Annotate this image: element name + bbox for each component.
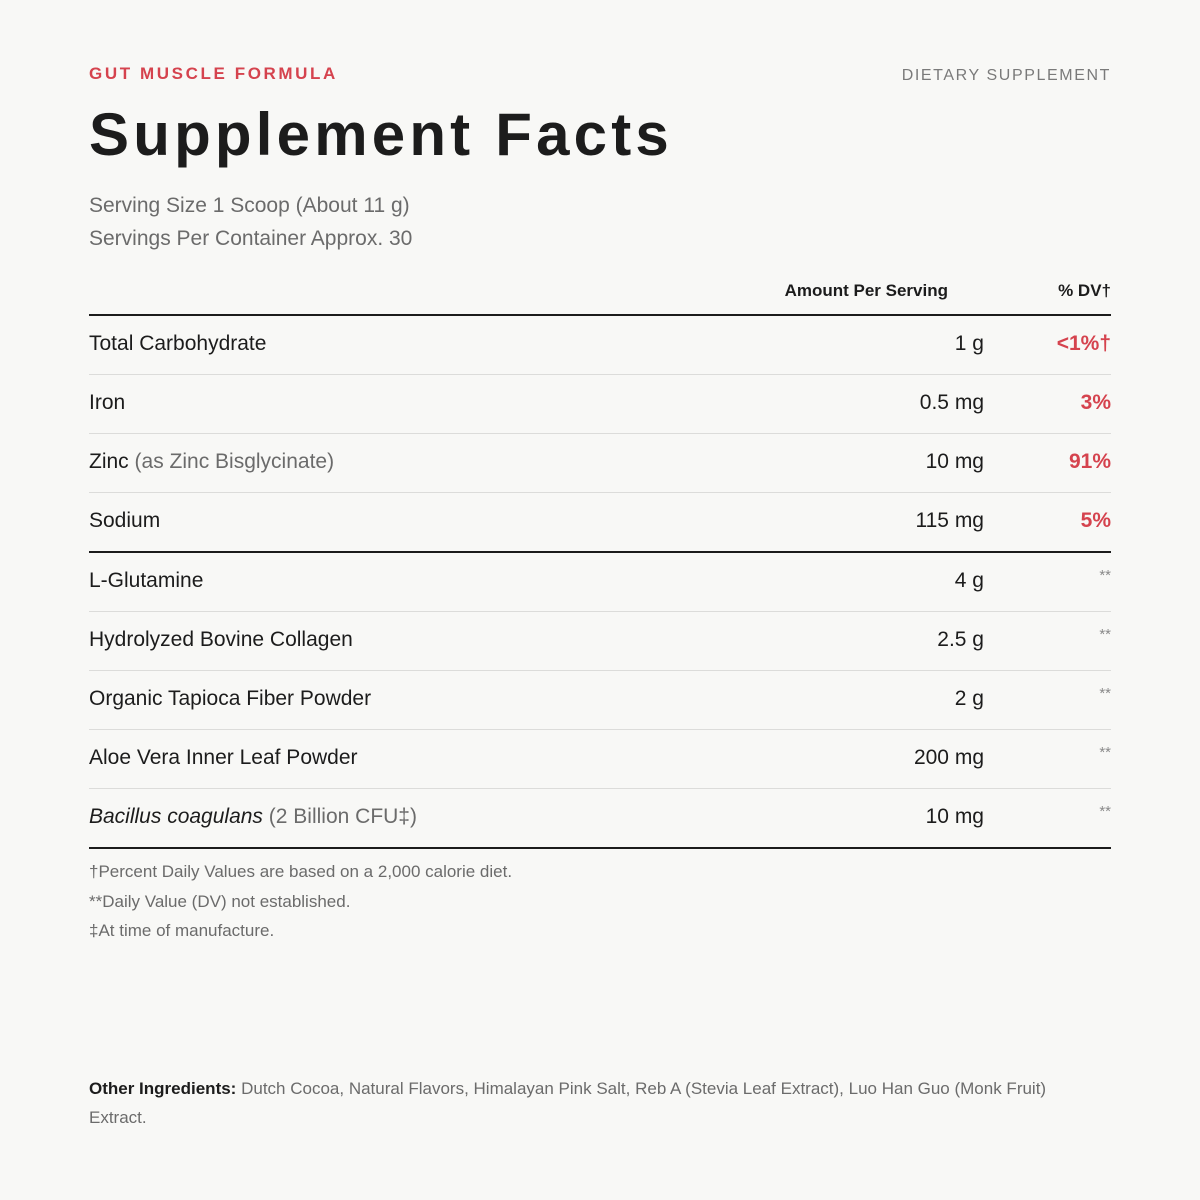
ingredient-dv: ** xyxy=(1099,567,1111,584)
table-row xyxy=(89,612,1111,671)
table-row xyxy=(89,493,1111,553)
table-row xyxy=(89,316,1111,375)
supplement-facts-panel xyxy=(89,0,1111,1200)
footnote-not-established: **Daily Value (DV) not established. xyxy=(89,891,351,911)
column-header-amount: Amount Per Serving xyxy=(784,281,948,300)
ingredient-amount: 2.5 g xyxy=(937,628,984,651)
other-ingredients-label: Other Ingredients: xyxy=(89,1079,237,1098)
ingredient-dv: ** xyxy=(1099,744,1111,761)
nutrient-amount: 10 mg xyxy=(925,450,984,473)
ingredient-amount: 2 g xyxy=(954,687,984,710)
nutrient-name: Sodium xyxy=(89,509,161,532)
column-header-dv: % DV† xyxy=(1058,281,1111,300)
ingredient-name: Organic Tapioca Fiber Powder xyxy=(89,687,372,710)
nutrient-amount: 1 g xyxy=(954,332,984,355)
nutrient-dv: 3% xyxy=(1080,391,1111,414)
nutrient-dv: 5% xyxy=(1080,509,1111,532)
servings-per-container: Servings Per Container Approx. 30 xyxy=(89,227,413,250)
ingredient-name: Aloe Vera Inner Leaf Powder xyxy=(89,746,358,769)
ingredient-name: Bacillus coagulans (2 Billion CFU‡) xyxy=(89,805,417,828)
product-type-label: DIETARY SUPPLEMENT xyxy=(901,67,1111,84)
serving-size: Serving Size 1 Scoop (About 11 g) xyxy=(89,194,410,217)
table-row xyxy=(89,671,1111,730)
table-row xyxy=(89,789,1111,849)
brand-label: GUT MUSCLE FORMULA xyxy=(89,64,338,83)
table-row xyxy=(89,434,1111,493)
nutrient-detail: (as Zinc Bisglycinate) xyxy=(134,450,335,473)
ingredient-amount: 4 g xyxy=(954,569,984,592)
ingredient-dv: ** xyxy=(1099,685,1111,702)
facts-table xyxy=(89,272,1111,849)
footnote-manufacture: ‡At time of manufacture. xyxy=(89,921,275,940)
nutrient-dv: 91% xyxy=(1068,450,1111,473)
footnote-dv: †Percent Daily Values are based on a 2,000 calorie diet. xyxy=(89,862,513,881)
table-row xyxy=(89,553,1111,612)
other-ingredients-text: Dutch Cocoa, Natural Flavors, Himalayan Pink Salt, Reb A (Stevia Leaf Extract), Luo Han Guo (Monk Fruit) Extract. xyxy=(89,1079,1047,1127)
ingredient-amount: 10 mg xyxy=(925,805,984,828)
ingredient-dv: ** xyxy=(1099,803,1111,820)
ingredient-detail: (2 Billion CFU‡) xyxy=(268,805,417,828)
serving-info xyxy=(89,189,412,255)
page-title: Supplement Facts xyxy=(89,101,673,168)
nutrient-name: Total Carbohydrate xyxy=(89,332,267,355)
table-row xyxy=(89,730,1111,789)
nutrient-dv: <1%† xyxy=(1056,332,1111,355)
nutrient-amount: 0.5 mg xyxy=(919,391,984,414)
nutrient-amount: 115 mg xyxy=(915,509,984,532)
ingredient-name: Hydrolyzed Bovine Collagen xyxy=(89,628,353,651)
footnotes xyxy=(89,857,512,946)
ingredient-dv: ** xyxy=(1099,626,1111,643)
nutrient-name: Zinc (as Zinc Bisglycinate) xyxy=(89,450,335,473)
table-header xyxy=(89,272,1111,316)
nutrient-name: Iron xyxy=(89,391,126,414)
ingredient-amount: 200 mg xyxy=(913,746,984,769)
ingredient-name: L-Glutamine xyxy=(89,569,204,592)
other-ingredients xyxy=(89,1074,1089,1132)
table-row xyxy=(89,375,1111,434)
